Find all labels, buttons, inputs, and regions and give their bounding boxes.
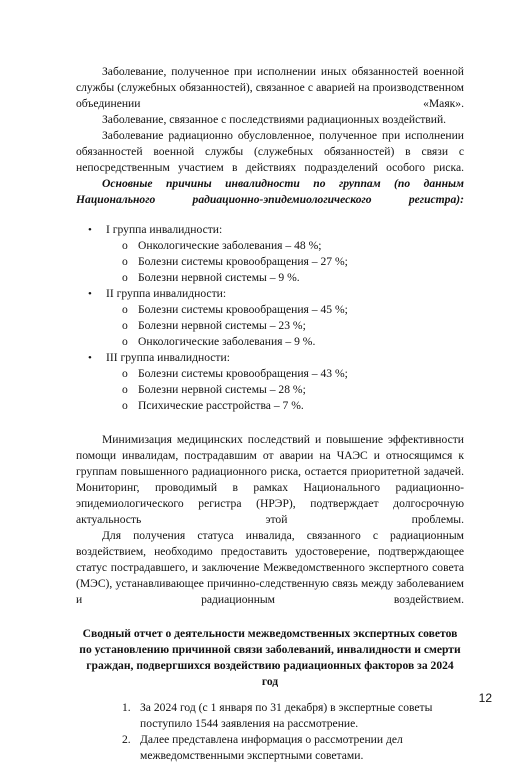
list-item	[106, 334, 464, 350]
bullet-icon: •	[88, 352, 92, 364]
page-content	[76, 64, 464, 764]
item-text: За 2024 год (с 1 января по 31 декабря) в экспертные советы поступило 1544 заявления на рассмотрение.	[140, 701, 433, 730]
group-causes-list	[106, 238, 464, 286]
cause-text: Болезни системы кровообращения – 27 %;	[138, 255, 348, 268]
circle-bullet-icon: o	[122, 399, 128, 412]
circle-bullet-icon: o	[122, 271, 128, 284]
list-item	[106, 318, 464, 334]
item-number: 2.	[122, 733, 131, 746]
list-item	[106, 398, 464, 414]
bullet-icon: •	[88, 288, 92, 300]
circle-bullet-icon: o	[122, 239, 128, 252]
circle-bullet-icon: o	[122, 335, 128, 348]
group-title: III группа инвалидности:	[106, 351, 230, 364]
list-item	[106, 366, 464, 382]
paragraph-minimization: Минимизация медицинских последствий и повышение эффективности помощи инвалидам, пострадавшим от аварии на ЧАЭС и относящимся к группам повышенного радиационного риска, остается приоритетной задачей. Мониторинг, проводимый в рамках Национального радиационно-эпидемиологического регистра (НРЭР), подтверждает долгосрочную актуальность этой проблемы.	[76, 433, 464, 526]
group-title: I группа инвалидности:	[106, 223, 223, 236]
list-item	[106, 238, 464, 254]
paragraph-status: Для получения статуса инвалида, связанного с радиационным воздействием, необходимо предоставить удостоверение, подтверждающее статус пострадавшего, и заключение Межведомственного экспертного совета (МЭС), устанавливающее причинно-следственную связь между заболеванием и радиационным воздействием.	[76, 529, 464, 606]
circle-bullet-icon: o	[122, 303, 128, 316]
cause-text: Болезни нервной системы – 9 %.	[138, 271, 300, 284]
group-causes-list	[106, 302, 464, 350]
circle-bullet-icon: o	[122, 367, 128, 380]
cause-text: Болезни системы кровообращения – 45 %;	[138, 303, 348, 316]
cause-text: Болезни системы кровообращения – 43 %;	[138, 367, 348, 380]
item-text: Далее представлена информация о рассмотрении дел межведомственными экспертными советами.	[140, 733, 403, 762]
cause-text: Онкологические заболевания – 9 %.	[138, 335, 316, 348]
disability-group-1	[76, 222, 464, 286]
causes-heading: Основные причины инвалидности по группам (по данным Национального радиационно-эпидемиологического регистра):	[76, 177, 464, 206]
cause-text: Онкологические заболевания – 48 %;	[138, 239, 322, 252]
section-spacer	[76, 414, 464, 432]
group-title: II группа инвалидности:	[106, 287, 227, 300]
bullet-icon: •	[88, 224, 92, 236]
disability-group-2	[76, 286, 464, 350]
paragraph-mayak-disease: Заболевание, полученное при исполнении иных обязанностей военной службы (служебных обязанностей), связанное с аварией на производственном объединении «Маяк».	[76, 65, 464, 110]
circle-bullet-icon: o	[122, 255, 128, 268]
cause-text: Психические расстройства – 7 %.	[138, 399, 304, 412]
list-item	[106, 270, 464, 286]
report-list	[76, 700, 464, 764]
list-item	[106, 302, 464, 318]
report-title: Сводный отчет о деятельности межведомственных экспертных советов по установлению причинной связи заболеваний, инвалидности и смерти граждан, подвергшихся воздействию радиационных факторов за 2024 год	[79, 627, 461, 688]
disability-groups-list	[76, 222, 464, 414]
list-item	[76, 732, 464, 764]
cause-text: Болезни нервной системы – 23 %;	[138, 319, 306, 332]
group-causes-list	[106, 366, 464, 414]
paragraph-special-risk-units: Заболевание радиационно обусловленное, полученное при исполнении обязанностей военной службы (служебных обязанностей) в связи с непосредственным участием в действиях подразделений особого риска.	[76, 129, 464, 174]
list-item	[106, 254, 464, 270]
item-number: 1.	[122, 701, 131, 714]
paragraph-radiation-consequences: Заболевание, связанное с последствиями радиационных воздействий.	[102, 113, 447, 126]
disability-group-3	[76, 350, 464, 414]
list-item	[106, 382, 464, 398]
circle-bullet-icon: o	[122, 383, 128, 396]
page-number: 12	[478, 691, 492, 705]
cause-text: Болезни нервной системы – 28 %;	[138, 383, 306, 396]
list-item	[76, 700, 464, 732]
circle-bullet-icon: o	[122, 319, 128, 332]
